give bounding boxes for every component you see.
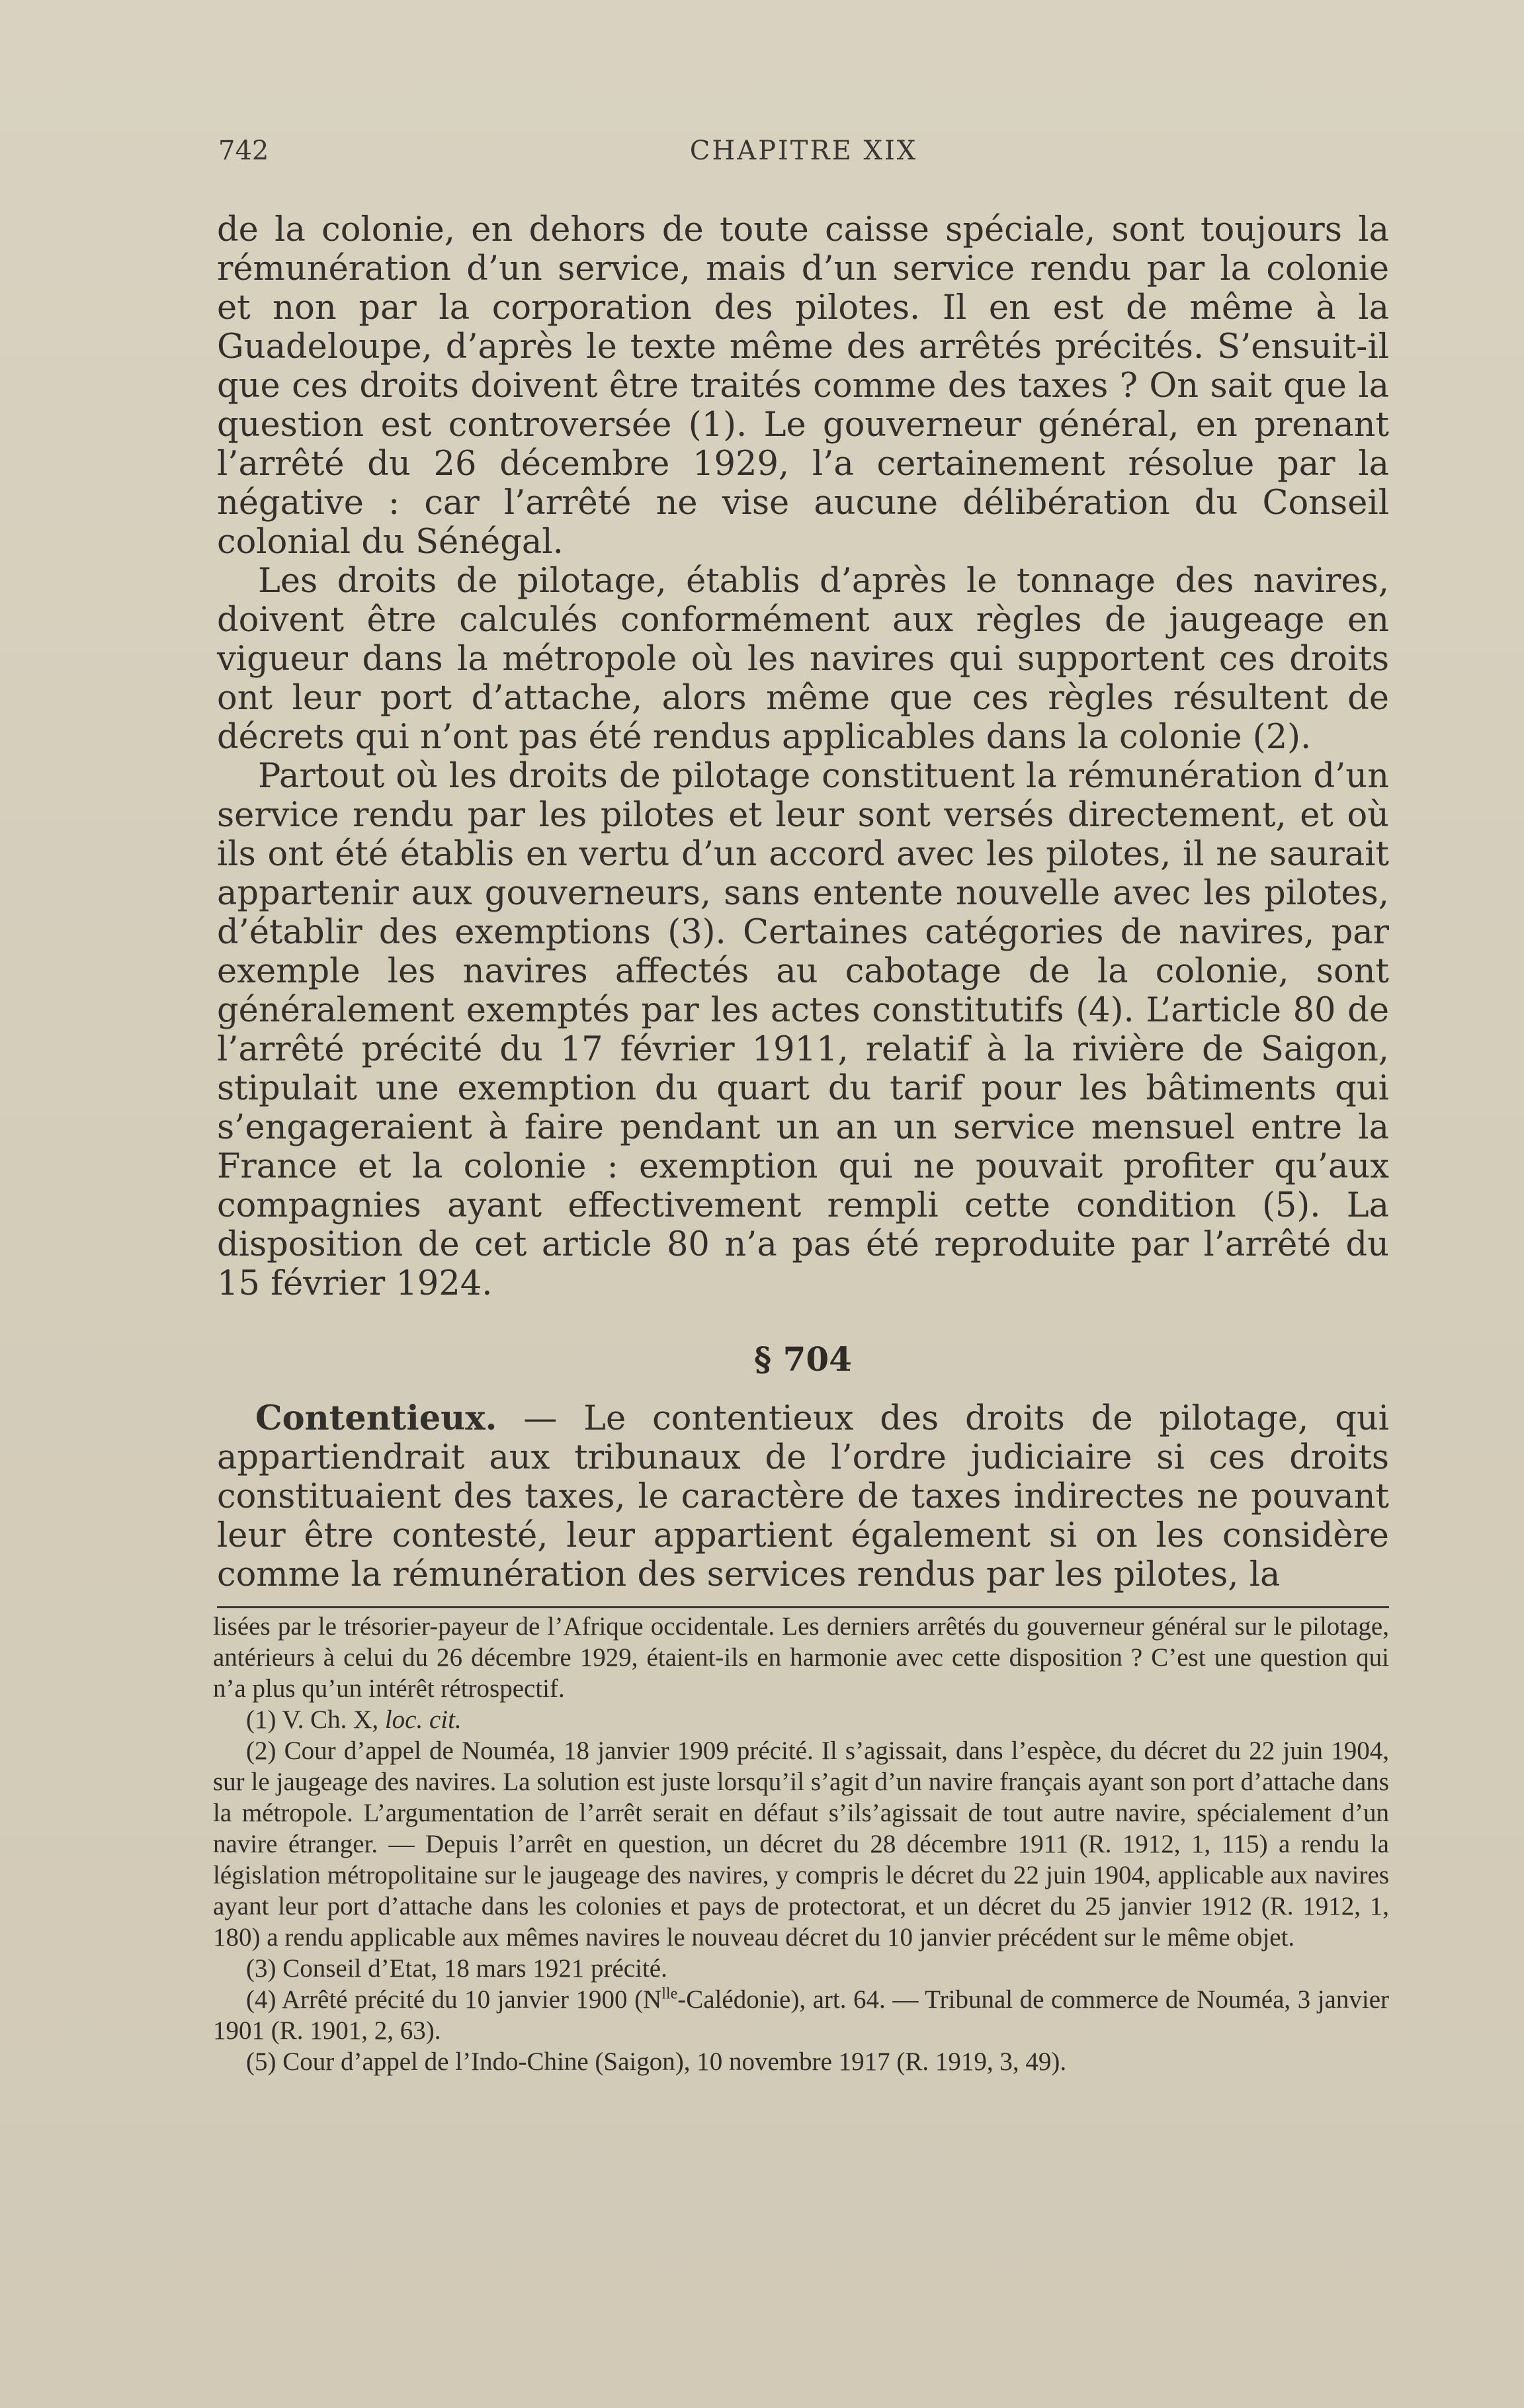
page-number: 742	[218, 136, 269, 166]
footnotes	[213, 1611, 1389, 2077]
footnote-1-text: (1) V. Ch. X,	[246, 1705, 385, 1734]
section-lead: Contentieux.	[255, 1398, 497, 1438]
section-paragraph	[217, 1399, 1389, 1594]
section-body: — Le contentieux des droits de pilotage, qui appartiendrait aux tribunaux de l’ordre judiciaire si ces droits constituaient des taxes, le caractère de taxes indirectes ne pouvant leur être contesté, leur appartient également si on les considère comme la rémunération des services rendus par les pilotes, la	[217, 1399, 1389, 1594]
footnote-4-text-b: -Calédonie), art. 64. — Tribunal de commerce de Nouméa, 3 janvier 1901 (R. 1901, 2, 63).	[213, 1985, 1390, 2045]
footnote-3: (3) Conseil d’Etat, 18 mars 1921 précité.	[246, 1954, 667, 1983]
section-text	[217, 1399, 1389, 1594]
footnote-4-text-a: (4) Arrêté précité du 10 janvier 1900 (N	[246, 1985, 662, 2014]
footnote-1	[213, 1704, 1389, 1735]
paragraph-2: Les droits de pilotage, établis d’après le tonnage des navires, doivent être calculés conformément aux règles de jaugeage en vigueur dans la métropole où les navires qui supportent ces droits ont leur port d’attache, alors même que ces règles résultent de décrets qui n’ont pas été rendus applicables dans la colonie (2).	[217, 562, 1389, 757]
footnote-2: (2) Cour d’appel de Nouméa, 18 janvier 1909 précité. Il s’agissait, dans l’espèce, du décret du 22 juin 1904, sur le jaugeage des navires. La solution est juste lorsqu’il s’agit d’un navire français ayant son port d’attache dans la métropole. L’argumentation de l’arrêt serait en défaut s’ils’agissait de tout autre navire, spécialement d’un navire étranger. — Depuis l’arrêt en question, un décret du 28 décembre 1911 (R. 1912, 1, 115) a rendu la législation métropolitaine sur le jaugeage des navires, y compris le décret du 22 juin 1904, applicable aux navires ayant leur port d’attache dans les colonies et pays de protectorat, et un décret du 25 janvier 1912 (R. 1912, 1, 180) a rendu applicable aux mêmes navires le nouveau décret du 10 janvier précédent sur le même objet.	[213, 1737, 1389, 1952]
running-head: CHAPITRE XIX	[689, 136, 918, 166]
footnote-5: (5) Cour d’appel de l’Indo-Chine (Saigon), 10 novembre 1917 (R. 1919, 3, 49).	[246, 2047, 1067, 2076]
body-text	[217, 210, 1389, 1303]
footnote-continuation: lisées par le trésorier-payeur de l’Afrique occidentale. Les derniers arrêtés du gouverneur général sur le pilotage, antérieurs à celui du 26 décembre 1929, étaient-ils en harmonie avec cette disposition ? C’est une question qui n’a plus qu’un intérêt rétrospectif.	[213, 1612, 1389, 1703]
footnote-4-superscript: lle	[661, 1985, 678, 2002]
footnote-divider	[217, 1606, 1389, 1608]
footnote-1-italic: loc. cit.	[384, 1705, 462, 1734]
section-title: § 704	[754, 1340, 852, 1379]
paragraph-1: de la colonie, en dehors de toute caisse spéciale, sont toujours la rémunération d’un service, mais d’un service rendu par la colonie et non par la corporation des pilotes. Il en est de même à la Guadeloupe, d’après le texte même des arrêtés précités. S’ensuit-il que ces droits doivent être traités comme des taxes ? On sait que la question est controversée (1). Le gouverneur général, en prenant l’arrêté du 26 décembre 1929, l’a certainement résolue par la négative : car l’arrêté ne vise aucune délibération du Conseil colonial du Sénégal.	[217, 210, 1389, 562]
page-header	[218, 136, 1389, 175]
paragraph-3: Partout où les droits de pilotage constituent la rémunération d’un service rendu par les pilotes et leur sont versés directement, et où ils ont été établis en vertu d’un accord avec les pilotes, il ne saurait appartenir aux gouverneurs, sans entente nouvelle avec les pilotes, d’établir des exemptions (3). Certaines catégories de navires, par exemple les navires affectés au cabotage de la colonie, sont généralement exemptés par les actes constitutifs (4). L’article 80 de l’arrêté précité du 17 février 1911, relatif à la rivière de Saigon, stipulait une exemption du quart du tarif pour les bâtiments qui s’engageraient à faire pendant un an un service mensuel entre la France et la colonie : exemption qui ne pouvait profiter qu’aux compagnies ayant effectivement rempli cette condition (5). La disposition de cet article 80 n’a pas été reproduite par l’arrêté du 15 février 1924.	[217, 757, 1389, 1303]
footnote-4	[213, 1984, 1389, 2046]
